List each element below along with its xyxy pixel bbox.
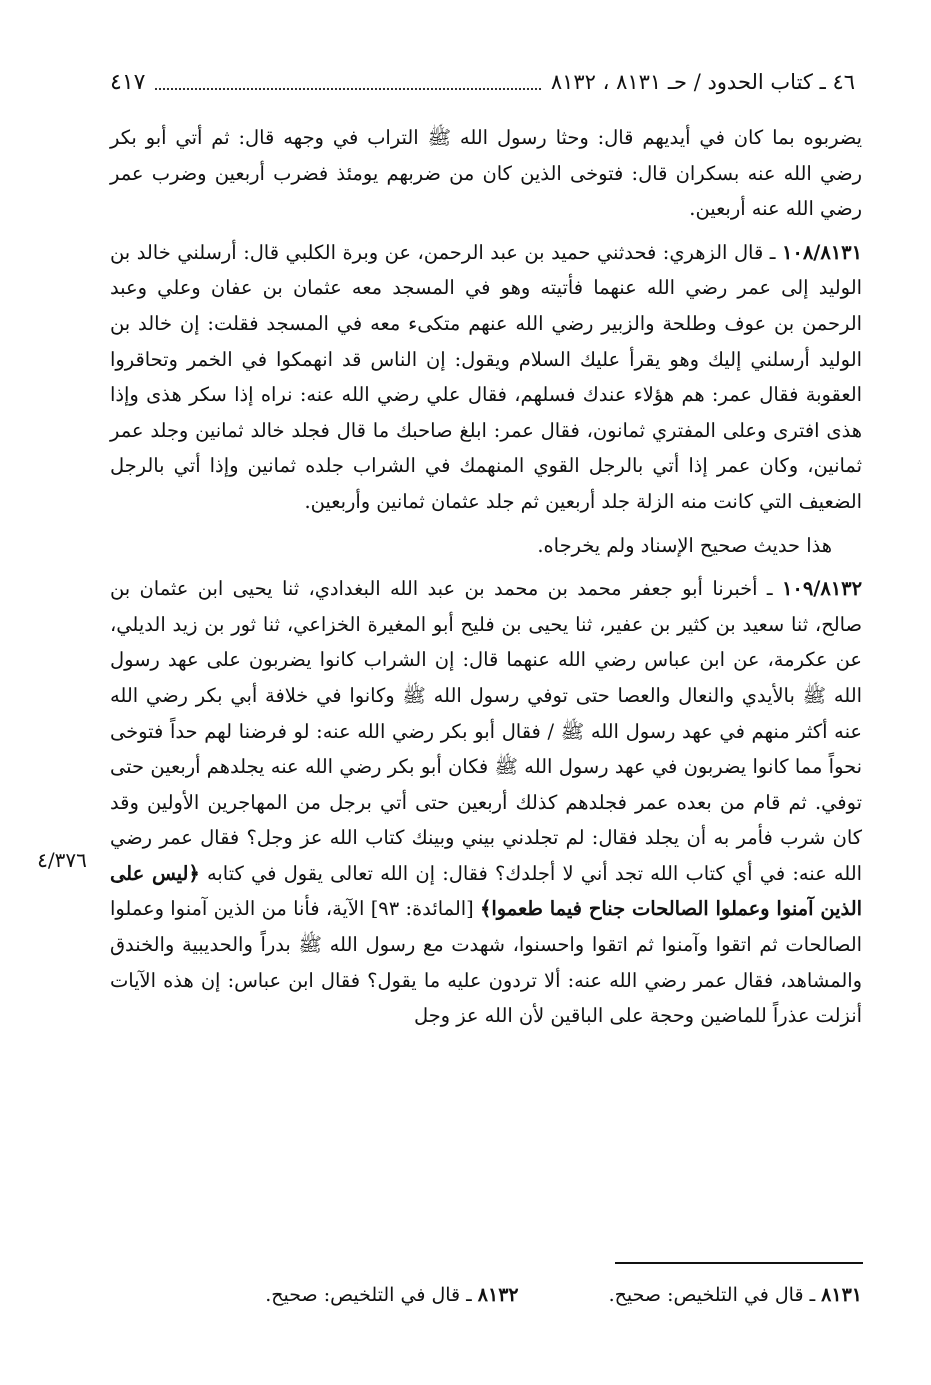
- page-number: ٤١٧: [110, 69, 146, 95]
- footnote-text: ـ قال في التلخيص: صحيح.: [608, 1284, 822, 1306]
- footnote-number: ٨١٣٢: [477, 1284, 519, 1306]
- hadith-8131: [110, 235, 862, 520]
- hadith-text-continued: الآية، فأنا من الذين آمنوا وعملوا الصالحات ثم اتقوا وآمنوا ثم اتقوا واحسنوا، شهدت مع رسول الله ﷺ بدراً والحديبية والخندق والمشاهد، فقال عمر رضي الله عنه: ألا تردون عليه ما يقول؟ فقال ابن عباس: إن هذه الآيات أنزلت عذراً للماضين وحجة على الباقين لأن الله عز وجل: [110, 897, 862, 1028]
- footnote-number: ٨١٣١: [821, 1284, 862, 1306]
- quran-verse: ﴿ليس على الذين آمنوا وعملوا الصالحات جناح فيما طعموا﴾: [110, 861, 863, 921]
- page-body: [110, 120, 862, 1042]
- footnotes: [110, 1284, 862, 1306]
- grading-note: هذا حديث صحيح الإسناد ولم يخرجاه.: [537, 533, 832, 557]
- hadith-8132: [110, 571, 862, 1034]
- footnote-rule: [615, 1262, 863, 1264]
- paragraph-continuation: يضربوه بما كان في أيديهم قال: وحثا رسول الله ﷺ التراب في وجهه قال: ثم أتي أبو بكر رضي الله عنه بسكران قال: فتوخى الذين كان من ضربهم يومئذ فضرب أربعين وضرب عمر رضي الله عنه أربعين.: [110, 126, 862, 221]
- hadith-text: ـ قال الزهري: فحدثني حميد بن عبد الرحمن، عن وبرة الكلبي قال: أرسلني خالد بن الوليد إلى عمر رضي الله عنهما فأتيته وهو في المسجد معه عثمان بن عفان وعلي وعبد الرحمن بن عوف وطلحة والزبير رضي الله عنهم متكىء معه في المسجد فقلت: إن خالد بن الوليد أرسلني إليك وهو يقرأ عليك السلام ويقول: إن الناس قد انهمكوا في الخمر وتحاقروا العقوبة فقال عمر: هم هؤلاء عندك فسلهم، فقال علي رضي الله عنه: نراه إذا سكر هذى وإذا هذى افترى وعلى المفتري ثمانون، فقال عمر: ابلغ صاحبك ما قال فجلد خالد ثمانين وجلد عمر ثمانين، وكان عمر إذا أتي بالرجل القوي المنهمك في الشراب جلده ثمانين وإذا أتي بالرجل الضعيف التي كانت منه الزلة جلد أربعين ثم جلد عثمان ثمانين وأربعين.: [110, 240, 862, 513]
- margin-reference: ٤/٣٧٦: [37, 848, 87, 872]
- page-header: [110, 62, 855, 102]
- footnote-8131: [609, 1284, 862, 1306]
- running-title: ٤٦ ـ كتاب الحدود / حـ ٨١٣١ ، ٨١٣٢: [550, 70, 855, 94]
- hadith-number: ١٠٩/٨١٣٢: [782, 577, 862, 601]
- hadith-number: ١٠٨/٨١٣١: [782, 240, 862, 264]
- footnote-text: ـ قال في التلخيص: صحيح.: [265, 1284, 478, 1306]
- header-leader-dots: [155, 74, 540, 90]
- verse-reference: [المائدة: ٩٣]: [364, 897, 481, 921]
- footnote-8132: [265, 1284, 518, 1306]
- hadith-text: ـ أخبرنا أبو جعفر محمد بن محمد بن عبد الله البغدادي، ثنا يحيى ابن عثمان بن صالح، ثنا سعيد بن كثير بن عفير، ثنا يحيى بن فليح أبو المغيرة الخزاعي، ثنا ثور بن زيد الديلي، عن عكرمة، عن ابن عباس رضي الله عنهما قال: إن الشراب كانوا يضربون على عهد رسول الله ﷺ بالأيدي والنعال والعصا حتى توفي رسول الله ﷺ وكانوا في خلافة أبي بكر رضي الله عنه أكثر منهم في عهد رسول الله ﷺ / فقال أبو بكر رضي الله عنه: لو فرضنا لهم حداً فتوخى نحواً مما كانوا يضربون في عهد رسول الله ﷺ فكان أبو بكر رضي الله عنه يجلدهم أربعين حتى توفي. ثم قام من بعده عمر فجلدهم كذلك أربعين حتى أتي برجل من المهاجرين الأولين وقد كان شرب فأمر به أن يجلد فقال: لم تجلدني بيني وبينك كتاب الله عز وجل؟ فقال عمر رضي الله عنه: في أي كتاب الله تجد أني لا أجلدك؟ فقال: إن الله تعالى يقول في كتابه: [110, 577, 863, 885]
